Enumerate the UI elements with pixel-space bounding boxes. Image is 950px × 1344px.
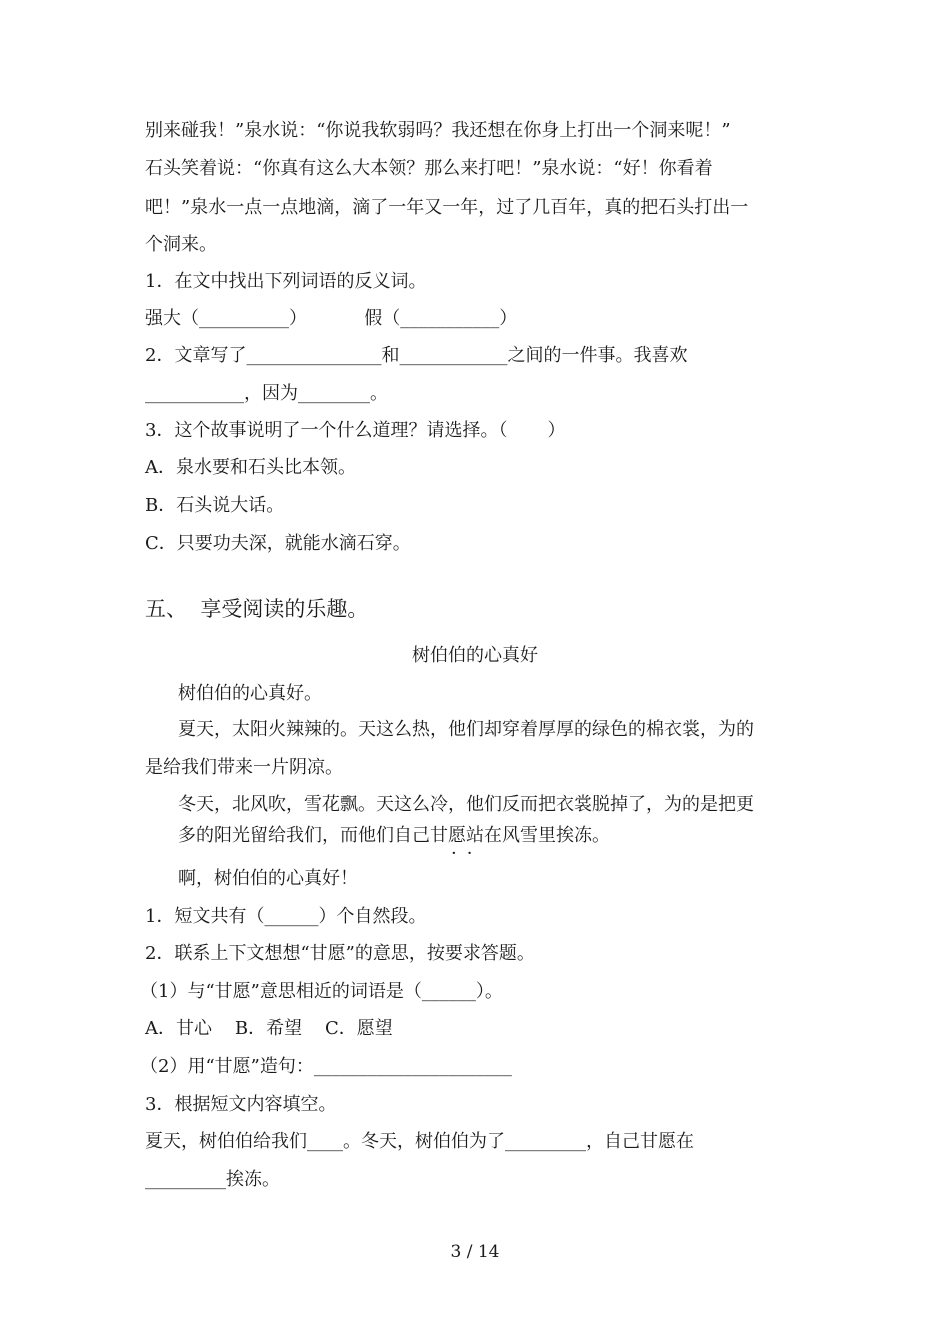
option-b: B．石头说大话。 (145, 495, 285, 516)
reading-question-3-line-1: 夏天，树伯伯给我们____。冬天，树伯伯为了_________，自己甘愿在 (145, 1131, 694, 1152)
option-c: C．只要功夫深，就能水滴石穿。 (145, 533, 411, 554)
passage-paragraph-2-line-1: 夏天，太阳火辣辣的。天这么热，他们却穿着厚厚的绿色的棉衣裳，为的 (178, 719, 754, 740)
story-line-4: 个洞来。 (145, 234, 217, 255)
question-1: 1．在文中找出下列词语的反义词。 (145, 271, 427, 292)
question-2-line-2: ___________，因为________。 (145, 383, 388, 404)
story-line-2: 石头笑着说：“你真有这么大本领？那么来打吧！”泉水说：“好！你看着 (145, 158, 713, 179)
reading-question-3-line-2: _________挨冻。 (145, 1169, 280, 1190)
section-heading: 五、 享受阅读的乐趣。 (145, 597, 369, 621)
reading-question-1: 1．短文共有（______）个自然段。 (145, 906, 427, 927)
reading-question-2-options: A．甘心 B．希望 C．愿望 (145, 1018, 393, 1039)
question-2-line-1: 2．文章写了_______________和____________之间的一件事。我喜欢 (145, 345, 688, 366)
passage-title: 树伯伯的心真好 (412, 645, 538, 666)
story-line-3: 吧！”泉水一点一点地滴，滴了一年又一年，过了几百年，真的把石头打出一 (145, 197, 749, 218)
page-number: 3 / 14 (450, 1242, 500, 1262)
passage-paragraph-2-line-2: 是给我们带来一片阴凉。 (145, 757, 343, 778)
reading-question-3: 3．根据短文内容填空。 (145, 1094, 337, 1115)
reading-question-2-sub-1: （1）与“甘愿”意思相近的词语是（______）。 (140, 981, 503, 1002)
passage-paragraph-1: 树伯伯的心真好。 (178, 683, 322, 704)
reading-question-2-sub-2: （2）用“甘愿”造句：______________________ (140, 1056, 512, 1077)
question-3: 3．这个故事说明了一个什么道理？请选择。（ ） (145, 420, 566, 441)
question-1-answer-blanks: 强大（__________） 假（___________） (145, 308, 518, 329)
passage-paragraph-3-line-1: 冬天，北风吹，雪花飘。天这么冷，他们反而把衣裳脱掉了，为的是把更 (178, 794, 754, 815)
passage-paragraph-3-line-2: 多的阳光留给我们，而他们自己甘愿站在风雪里挨冻。 (178, 825, 610, 846)
reading-question-2: 2．联系上下文想想“甘愿”的意思，按要求答题。 (145, 943, 535, 964)
option-a: A．泉水要和石头比本领。 (145, 457, 356, 478)
story-line-1: 别来碰我！”泉水说：“你说我软弱吗？我还想在你身上打出一个洞来呢！” (145, 120, 731, 141)
emphasis-dots: ·· (451, 843, 483, 864)
passage-paragraph-4: 啊，树伯伯的心真好！ (178, 868, 358, 889)
